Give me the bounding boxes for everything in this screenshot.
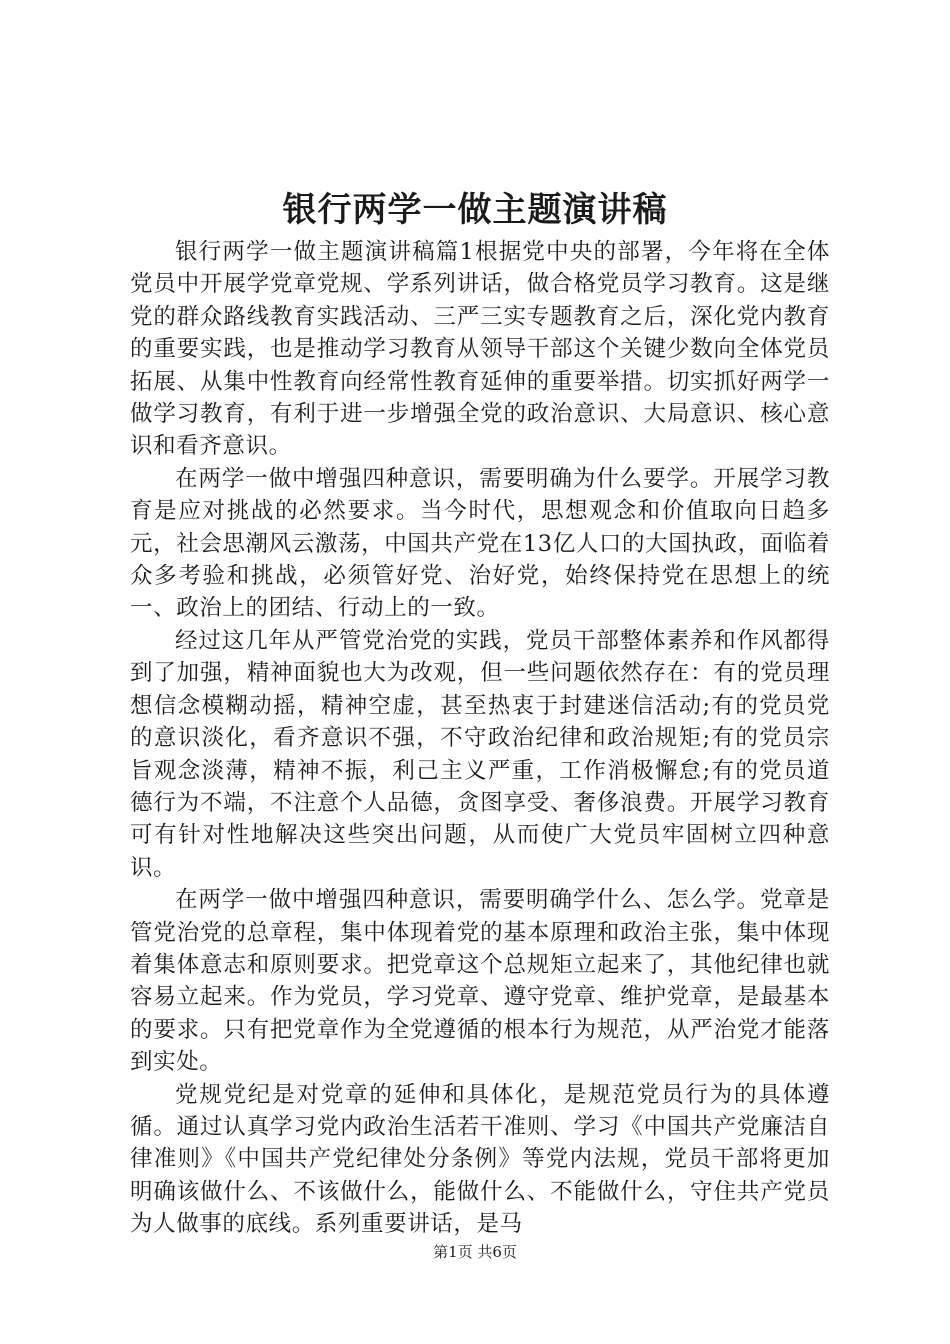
document-title: 银行两学一做主题演讲稿 bbox=[282, 190, 668, 230]
page-number-footer: 第1页 共6页 bbox=[433, 1243, 517, 1261]
paragraph-5: 党规党纪是对党章的延伸和具体化，是规范党员行为的具体遵循。通过认真学习党内政治生活若干准则、学习《中国共产党廉洁自律准则》《中国共产党纪律处分条例》等党内法规，党员干部将更加明确该做什么、不该做什么，能做什么、不能做什么，守住共产党员为人做事的底线。系列重要讲话，是马 bbox=[130, 1081, 830, 1238]
paragraph-4: 在两学一做中增强四种意识，需要明确学什么、怎么学。党章是管党治党的总章程，集中体现着党的基本原理和政治主张，集中体现着集体意志和原则要求。把党章这个总规矩立起来了，其他纪律也就容易立起来。作为党员，学习党章、遵守党章、维护党章，是最基本的要求。只有把党章作为全党遵循的根本行为规范，从严治党才能落到实处。 bbox=[130, 887, 830, 1076]
paragraph-2: 在两学一做中增强四种意识，需要明确为什么要学。开展学习教育是应对挑战的必然要求。当今时代，思想观念和价值取向日趋多元，社会思潮风云激荡，中国共产党在13亿人口的大国执政，面临着众多考验和挑战，必须管好党、治好党，始终保持党在思想上的统一、政治上的团结、行动上的一致。 bbox=[130, 465, 830, 622]
document-body bbox=[130, 236, 830, 1241]
paragraph-1: 银行两学一做主题演讲稿篇1根据党中央的部署，今年将在全体党员中开展学党章党规、学系列讲话，做合格党员学习教育。这是继党的群众路线教育实践活动、三严三实专题教育之后，深化党内教育的重要实践，也是推动学习教育从领导干部这个关键少数向全体党员拓展、从集中性教育向经常性教育延伸的重要举措。切实抓好两学一做学习教育，有利于进一步增强全党的政治意识、大局意识、核心意识和看齐意识。 bbox=[130, 239, 830, 460]
paragraph-3: 经过这几年从严管党治党的实践，党员干部整体素养和作风都得到了加强，精神面貌也大为改观，但一些问题依然存在：有的党员理想信念模糊动摇，精神空虚，甚至热衷于封建迷信活动;有的党员党的意识淡化，看齐意识不强，不守政治纪律和政治规矩;有的党员宗旨观念淡薄，精神不振，利己主义严重，工作消极懈怠;有的党员道德行为不端，不注意个人品德，贪图享受、奢侈浪费。开展学习教育可有针对性地解决这些突出问题，从而使广大党员牢固树立四种意识。 bbox=[130, 627, 830, 881]
